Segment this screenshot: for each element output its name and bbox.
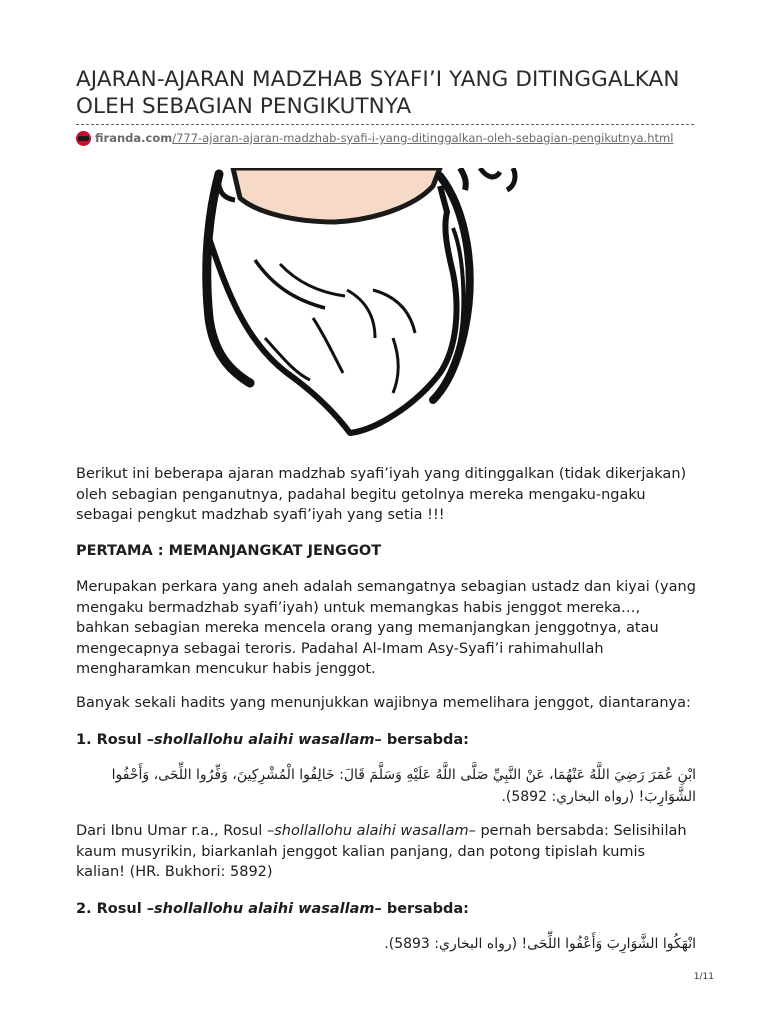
hadith-1-translation-prefix: Dari Ibnu Umar r.a., Rosul – (76, 823, 275, 839)
hadith-1-label-suffix: – bersabda: (374, 732, 469, 748)
hadith-1-translation-italic: shollallohu alaihi wasallam (274, 823, 469, 839)
shaved-beard-illustration (195, 168, 525, 438)
hadith-1-translation (76, 821, 696, 883)
hadith-1-label-italic: shollallohu alaihi wasallam (154, 732, 375, 748)
hadith-1-label (76, 730, 696, 751)
hadith-2-label-suffix: – bersabda: (374, 901, 469, 917)
title-divider (76, 124, 694, 125)
source-path[interactable]: /777-ajaran-ajaran-madzhab-syafi-i-yang-ditinggalkan-oleh-sebagian-pengikutnya.html (172, 131, 674, 145)
hadith-1-label-prefix: 1. Rosul – (76, 732, 154, 748)
hadith-2-label (76, 899, 696, 920)
intro-paragraph: Berikut ini beberapa ajaran madzhab syafi’iyah yang ditinggalkan (tidak dikerjakan) oleh sebagian penganutnya, padahal begitu getolnya mereka mengaku-ngaku sebagai pengkut madzhab syafi’iyah yang setia !!! (76, 466, 687, 523)
source-domain[interactable]: firanda.com (95, 131, 173, 145)
hadith-2-label-prefix: 2. Rosul – (76, 901, 154, 917)
hadith-2-label-italic: shollallohu alaihi wasallam (154, 901, 375, 917)
hadith-1-arabic: ابْنِ عُمَرَ رَضِيَ اللَّهُ عَنْهُمَا، عَنْ النَّبِيِّ صَلَّى اللَّهُ عَلَيْهِ وَسَلَّمَ قَالَ: خَالِفُوا الْمُشْرِكِينَ، وَفِّرُوا اللِّحَى، وَأَحْفُوا الشَّوَارِبَ! (رواه البخاري: 5892). (111, 767, 696, 805)
article-title: AJARAN-AJARAN MADZHAB SYAFI’I YANG DITINGGALKAN OLEH SEBAGIAN PENGIKUTNYA (76, 67, 680, 119)
section-heading: PERTAMA : MEMANJANGKAT JENGGOT (76, 543, 382, 559)
hadith-2-arabic: انْهَكُوا الشَّوَارِبَ وَأَعْفُوا اللِّحَى! (رواه البخاري: 5893). (384, 936, 696, 952)
source-link[interactable] (76, 130, 673, 146)
firanda-logo-icon (76, 131, 91, 146)
paragraph-2: Banyak sekali hadits yang menunjukkan wajibnya memelihara jenggot, diantaranya: (76, 695, 691, 711)
hadith-1-translation-suffix: – pernah bersabda: Selisihilah kaum musyrikin, biarkanlah jenggot kalian panjang, dan potong tipislah kumis kalian! (HR. Bukhori: 5892) (76, 823, 687, 880)
page-indicator: 1/11 (693, 972, 714, 982)
paragraph-1: Merupakan perkara yang aneh adalah semangatnya sebagian ustadz dan kiyai (yang mengaku bermadzhab syafi’iyah) untuk memangkas habis jenggot mereka…, bahkan sebagian mereka mencela orang yang memanjangkan jenggotnya, atau mengecapnya sebagai teroris. Padahal Al-Imam Asy-Syafi’i rahimahullah mengharamkan mencukur habis jenggot. (76, 579, 696, 677)
